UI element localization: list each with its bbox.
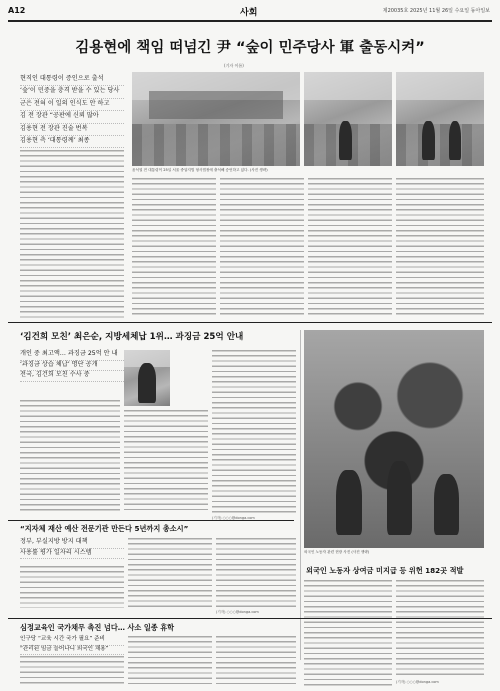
courtroom-photo-1	[132, 72, 300, 166]
section2-headline: ‘김건희 모친’ 최은순, 지방세체납 1위… 과징금 25억 안내	[20, 332, 244, 342]
courtroom-photo-2	[304, 72, 392, 166]
section4-photo-caption: 외국인 노동자 관련 현장 사진 (사진 생략)	[304, 550, 370, 554]
courtroom-photo-3	[396, 72, 484, 166]
section3-column-1	[20, 566, 124, 608]
kicker-line: 김용현 전 장관 진술 번복	[20, 124, 124, 136]
section3-email: (기자) ○○○@donga.com	[216, 610, 259, 614]
top-photo-caption: 윤석열 전 대통령이 25일 서울 중앙지법 형사법정에 출석해 증언하고 있다. (사진 생략)	[132, 168, 268, 172]
outdoor-workers-photo	[304, 330, 484, 548]
section4-headline: 외국인 노동자 상여금 미지급 등 위헌 182곳 적발	[306, 566, 464, 575]
section2-column-1	[20, 400, 120, 514]
top-story-column-1	[20, 150, 124, 318]
kicker-line: 김용현 측 ‘대통령께’ 최종	[20, 136, 124, 148]
section3-kickers	[20, 538, 124, 559]
top-story-column-2	[132, 178, 216, 318]
section5-email: (기자) ○○○@donga.com	[396, 680, 439, 684]
section2-column-3	[212, 350, 296, 514]
kicker-line: ‘과징금 상습 체납’ 명단 공개	[20, 361, 124, 372]
top-story-kickers	[20, 74, 124, 148]
masthead-rule	[8, 20, 492, 22]
top-story-byline: (기자 이름)	[224, 63, 244, 68]
section5-column-3	[216, 636, 296, 686]
kicker-line: 정부, 부실지방 방지 대책	[20, 538, 124, 549]
section5-column-2	[128, 636, 212, 686]
section4-column-2	[396, 580, 484, 678]
kicker-line: 군은 전혀 이 일의 인식도 안 하고	[20, 99, 124, 111]
section-rule	[8, 322, 492, 323]
section2-email: (기자) ○○○@donga.com	[212, 516, 255, 520]
section5-column-1	[20, 656, 124, 686]
kicker-line: 현직인 대통령이 증인으로 출석	[20, 74, 124, 86]
edition-info: 제20035호 2025년 11월 26일 수요일 동아일보	[382, 8, 490, 14]
masthead	[8, 4, 492, 18]
kicker-line: 김 전 장관 “공판에 신뢰 많아	[20, 111, 124, 123]
kicker-line: 인구당 “교육 시간 국가 필요” 준비	[20, 636, 124, 646]
column-divider	[300, 330, 301, 660]
section3-headline: “지자체 재산 예산 전문기관 만든다 5년까지 총소시”	[20, 524, 189, 533]
top-story-column-5	[396, 178, 484, 318]
section-rule	[8, 520, 294, 521]
section-name: 사회	[240, 8, 258, 18]
section5-headline: 심정교육인 국가채무 촉진 넘다… 사소 일종 휴학	[20, 623, 175, 632]
kicker-line: ‘숲’이 민중을 충격 받을 수 있는 당사	[20, 86, 124, 98]
top-story-column-4	[308, 178, 392, 318]
top-story-column-3	[220, 178, 304, 318]
section2-column-2	[124, 410, 208, 514]
kicker-line: 개인 중 최고액… 과징금 25억 안 내	[20, 350, 124, 361]
section3-column-2	[128, 538, 212, 608]
section2-kickers	[20, 350, 124, 382]
page-number: A12	[8, 6, 26, 15]
portrait-photo	[124, 350, 170, 406]
kicker-line: “관리된 임금 늘어나니 외국인 채용”	[20, 646, 124, 656]
section4-column-1	[304, 580, 392, 686]
section5-kickers	[20, 636, 124, 655]
section3-column-3	[216, 538, 296, 608]
top-story-headline: 김용현에 책임 떠넘긴 尹 “숲이 민주당사 軍 출동시켜”	[75, 40, 425, 56]
kicker-line: 전국, 김건희 모친 수사 중	[20, 371, 124, 382]
kicker-line: 사용률 평가 일자리 시스템	[20, 549, 124, 560]
